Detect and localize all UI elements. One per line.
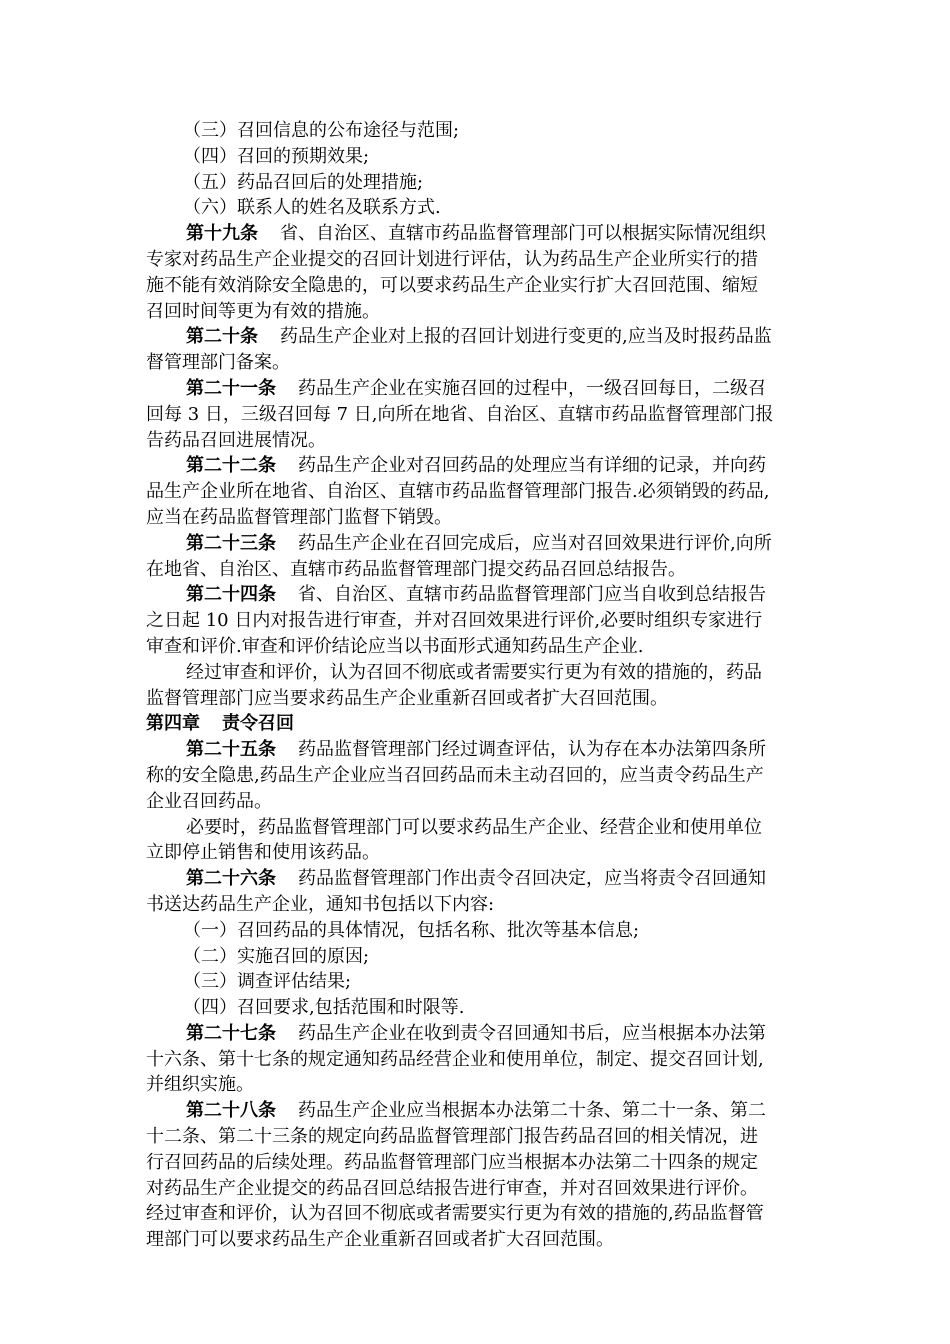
article-24-text: 省、自治区、直辖市药品监督管理部门应当自收到总结报告	[298, 584, 766, 606]
paragraph-line: 并组织实施。	[146, 1074, 254, 1096]
list-item: （四）召回要求,包括范围和时限等.	[183, 997, 465, 1019]
paragraph-line: 之日起 10 日内对报告进行审查，并对召回效果进行评价,必要时组织专家进行	[146, 610, 763, 632]
paragraph-line: 在地省、自治区、直辖市药品监督管理部门提交药品召回总结报告。	[146, 558, 686, 580]
paragraph-line: 称的安全隐患,药品生产企业应当召回药品而未主动召回的，应当责令药品生产	[146, 764, 764, 786]
paragraph-line: 监督管理部门应当要求药品生产企业重新召回或者扩大召回范围。	[146, 687, 668, 709]
paragraph-line: 经过审查和评价，认为召回不彻底或者需要实行更为有效的措施的,药品监督管	[146, 1203, 764, 1225]
article-25-title: 第二十五条	[186, 739, 276, 761]
article-23-title: 第二十三条	[186, 532, 276, 554]
paragraph-line: 审查和评价.审查和评价结论应当以书面形式通知药品生产企业.	[146, 635, 644, 657]
article-23-text: 药品生产企业在召回完成后，应当对召回效果进行评价,向所	[298, 532, 772, 554]
paragraph-line: 告药品召回进展情况。	[146, 429, 326, 451]
article-26-title: 第二十六条	[186, 868, 276, 890]
paragraph-line: 十二条、第二十三条的规定向药品监督管理部门报告药品召回的相关情况，进	[146, 1126, 758, 1148]
paragraph-line: 必要时，药品监督管理部门可以要求药品生产企业、经营企业和使用单位	[186, 816, 762, 838]
article-19-text: 省、自治区、直辖市药品监督管理部门可以根据实际情况组织	[280, 223, 766, 245]
chapter-heading	[146, 711, 808, 737]
article-24-line	[146, 582, 808, 608]
paragraph-line: 施不能有效消除安全隐患的，可以要求药品生产企业实行扩大召回范围、缩短	[146, 274, 758, 296]
article-22-title: 第二十二条	[186, 455, 276, 477]
article-20-text: 药品生产企业对上报的召回计划进行变更的,应当及时报药品监	[280, 326, 772, 348]
article-27-text: 药品生产企业在收到责令召回通知书后，应当根据本办法第	[298, 1022, 766, 1044]
article-22-line	[146, 453, 808, 479]
list-item: （三）调查评估结果;	[183, 971, 352, 993]
list-item: （五）药品召回后的处理措施;	[183, 171, 424, 193]
article-20-title: 第二十条	[186, 326, 258, 348]
paragraph-line: 督管理部门备案。	[146, 352, 290, 374]
article-21-line	[146, 376, 808, 402]
list-item: （一）召回药品的具体情况，包括名称、批次等基本信息;	[183, 919, 640, 941]
article-19-line	[146, 221, 808, 247]
article-26-text: 药品监督管理部门作出责令召回决定，应当将责令召回通知	[298, 868, 766, 890]
article-24-title: 第二十四条	[186, 584, 276, 606]
paragraph-line: 召回时间等更为有效的措施。	[146, 300, 380, 322]
article-28-text: 药品生产企业应当根据本办法第二十条、第二十一条、第二	[298, 1100, 766, 1122]
paragraph-line: 理部门可以要求药品生产企业重新召回或者扩大召回范围。	[146, 1229, 614, 1251]
article-25-text: 药品监督管理部门经过调查评估，认为存在本办法第四条所	[298, 739, 766, 761]
article-22-text: 药品生产企业对召回药品的处理应当有详细的记录，并向药	[298, 455, 766, 477]
article-20-line	[146, 324, 808, 350]
article-21-text: 药品生产企业在实施召回的过程中，一级召回每日，二级召	[298, 377, 766, 399]
paragraph-line: 立即停止销售和使用该药品。	[146, 842, 380, 864]
article-28-title: 第二十八条	[186, 1100, 276, 1122]
article-27-title: 第二十七条	[186, 1022, 276, 1044]
paragraph-line: 品生产企业所在地省、自治区、直辖市药品监督管理部门报告.必须销毁的药品,	[146, 481, 770, 503]
list-item: （二）实施召回的原因;	[183, 945, 370, 967]
paragraph-line: 行召回药品的后续处理。药品监督管理部门应当根据本办法第二十四条的规定	[146, 1151, 758, 1173]
article-19-title: 第十九条	[186, 223, 258, 245]
chapter-title: 责令召回	[222, 713, 294, 735]
paragraph-line: 对药品生产企业提交的药品召回总结报告进行审查，并对召回效果进行评价。	[146, 1177, 758, 1199]
chapter-number: 第四章	[146, 713, 200, 735]
article-25-line	[146, 737, 808, 763]
article-23-line	[146, 531, 808, 557]
paragraph-line: 专家对药品生产企业提交的召回计划进行评估，认为药品生产企业所实行的措	[146, 248, 758, 270]
paragraph-line: 应当在药品监督管理部门监督下销毁。	[146, 506, 452, 528]
paragraph-line: 十六条、第十七条的规定通知药品经营企业和使用单位，制定、提交召回计划,	[146, 1048, 764, 1070]
list-item: （三）召回信息的公布途径与范围;	[183, 120, 460, 141]
paragraph-line: 企业召回药品。	[146, 790, 272, 812]
list-item: （四）召回的预期效果;	[183, 145, 370, 167]
paragraph-line: 回每 3 日，三级召回每 7 日,向所在地省、自治区、直辖市药品监督管理部门报	[146, 403, 774, 425]
document-page	[146, 118, 808, 1253]
article-21-title: 第二十一条	[186, 377, 276, 399]
paragraph-line: 经过审查和评价，认为召回不彻底或者需要实行更为有效的措施的，药品	[186, 661, 762, 683]
article-28-line	[146, 1098, 808, 1124]
list-item: （六）联系人的姓名及联系方式.	[183, 197, 441, 219]
article-26-line	[146, 866, 808, 892]
article-27-line	[146, 1021, 808, 1047]
paragraph-line: 书送达药品生产企业，通知书包括以下内容:	[146, 893, 495, 915]
